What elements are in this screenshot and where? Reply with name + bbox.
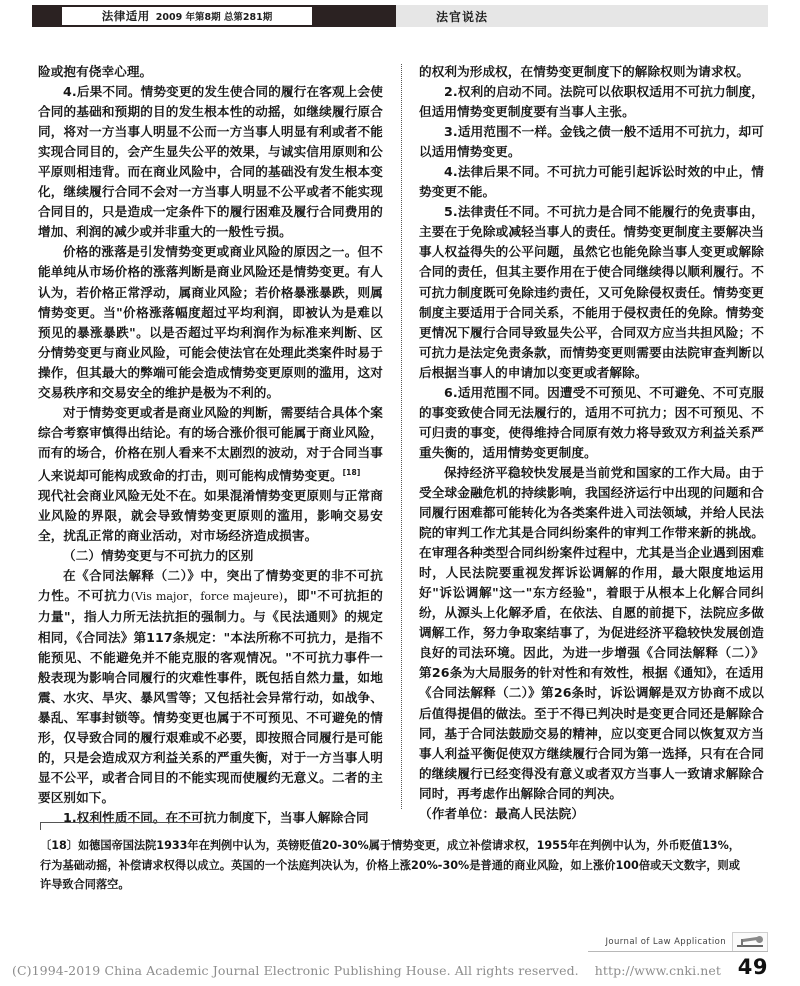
section-title: 法官说法 — [436, 9, 489, 24]
paragraph: 4.法律后果不同。不可抗力可能引起诉讼时效的中止，情势变更不能。 — [419, 164, 764, 200]
paragraph: 4.后果不同。情势变更的发生使合同的履行在客观上会使合同的基础和预期的目的发生根本性的动摇，如继续履行原合同，将对一方当事人明显不公而一方当事人明显有利或者不能实现合同目的，会产生显失公平的效果，与诚实信用原则和公平原则相违背。而在商业风险中，合同的基础没有发生根本变化，继续履行合同不会对一方当事人明显不公平或者不能实现合同目的，只是造成一定条件下的履行困难及履行合同费用的增加、利润的减少或并非重大的一般性亏损。 — [38, 84, 383, 240]
paragraph — [38, 403, 383, 486]
paragraph-text-cont: ，即"不可抗拒的力量"，指人力所无法抗拒的强制力。与《民法通则》的规定相同，《合同法》第117条规定："本法所称不可抗力，是指不能预见、不能避免并不能克服的客观情况。"不可抗力事件一般表现为影响合同履行的灾难性事件，既包括自然力量，如地震、水灾、旱灾、暴风雪等；又包括社会异常行动，如战争、暴乱、军事封锁等。情势变更也属于不可预见、不可避免的情形，仅导致合同的履行艰难或不必要，即按照合同履行是可能的，只是会造成双方利益关系的严重失衡，对于一方当事人明显不公平，或者合同目的不能实现而使履约无意义。二者的主要区别如下。 — [38, 588, 383, 805]
footer-rule — [588, 951, 768, 952]
watermark-url: http://www.cnki.net — [594, 963, 722, 978]
left-column — [38, 62, 383, 828]
journal-brand — [606, 932, 769, 952]
footnote-separator — [40, 822, 200, 830]
latin-term: (Vis major，force majeure) — [130, 590, 284, 604]
footnote-block — [40, 822, 760, 895]
brand-label: Journal of Law Application — [605, 937, 726, 947]
paragraph: 价格的涨落是引发情势变更或商业风险的原因之一。但不能单纯从市场价格的涨落判断是商业风险还是情势变更。有人认为，若价格正常浮动，属商业风险；若价格暴涨暴跌，则属情势变更。当"价格涨落幅度超过平均利润，即被认为是难以预见的暴涨暴跌"。以是否超过平均利润作为标准来判断、区分情势变更与商业风险，可能会使法官在处理此类案件时易于操作，但其最大的弊端可能会造成情势变更原则的滥用，这对交易秩序和交易安全的维护是极为不利的。 — [38, 244, 383, 400]
page-header — [32, 5, 768, 27]
column-divider — [401, 64, 402, 809]
journal-issue: 2009 年第8期 总第281期 — [155, 12, 273, 23]
paragraph-text: 在《合同法解释（二）》中，突出了情势变更的非不可抗力性。不可抗力 — [38, 568, 383, 604]
footnote-text: 〔18〕如德国帝国法院1933年在判例中认为，英镑贬值20-30%属于情势变更，成立补偿请求权，1955年在判例中认为，外币贬值13%，行为基础动摇，补偿请求权得以成立。英国的一个法庭判决认为，价格上涨20%-30%是普通的商业风险，如上涨价100倍或天文数字，则或许导致合同落空。 — [40, 839, 740, 891]
header-section-band — [396, 5, 768, 27]
watermark-text: (C)1994-2019 China Academic Journal Electronic Publishing House. All rights reserved. — [12, 963, 579, 978]
header-journal-plate — [62, 7, 312, 25]
subsection-heading: （二）情势变更与不可抗力的区别 — [63, 548, 254, 564]
journal-logo-icon — [732, 932, 768, 952]
paragraph-text: 对于情势变更或者是商业风险的判断，需要结合具体个案综合考察审慎得出结论。有的场合涨价很可能属于商业风险，而有的场合，价格在别人看来不太剧烈的波动，对于合同当事人来说却可能构成致命的打击，则可能构成情势变更。 — [38, 404, 383, 484]
paragraph: 保持经济平稳较快发展是当前党和国家的工作大局。由于受全球金融危机的持续影响，我国经济运行中出现的问题和合同履行困难都可能转化为各类案件进入司法领域，并给人民法院的审判工作尤其是合同纠纷案件的审判工作带来新的挑战。在审理各种类型合同纠纷案件过程中，尤其是当企业遇到困难时，人民法院要重视发挥诉讼调解的作用，最大限度地运用好"诉讼调解"这一"东方经验"，着眼于从根本上化解合同纠纷，从源头上化解矛盾，在依法、自愿的前提下，法院应多做调解工作，努力争取案结事了，为促进经济平稳较快发展创造良好的司法环境。因此，为进一步增强《合同法解释（二）》第26条为大局服务的针对性和有效性，根据《通知》，在适用《合同法解释（二）》第26条时，诉讼调解是双方协商不成以后值得提倡的做法。至于不得已判决时是变更合同还是解除合同，基于合同法鼓励交易的精神，应以变更合同以恢复双方当事人利益平衡促使双方继续履行合同为第一选择，只有在合同的继续履行已经变得没有意义或者双方当事人一致请求解除合同时，再考虑作出解除合同的判决。 — [419, 464, 764, 801]
author-affiliation: （作者单位：最高人民法院） — [419, 805, 585, 821]
article-body — [38, 62, 764, 825]
paragraph: 现代社会商业风险无处不在。如果混淆情势变更原则与正常商业风险的界限，就会导致情势变更原则的滥用，影响交易安全，扰乱正常的商业活动，对市场经济造成损害。 — [38, 488, 383, 544]
paragraph: 的权利为形成权，在情势变更制度下的解除权则为请求权。 — [419, 64, 750, 79]
paragraph: 6.适用范围不同。因遭受不可预见、不可避免、不可克服的事变致使合同无法履行的，适用不可抗力；因不可预见、不可归责的事变，使得维持合同原有效力将导致双方利益关系严重失衡的，适用情势变更制度。 — [419, 384, 764, 460]
journal-title: 法律适用 — [101, 9, 150, 23]
right-column — [419, 62, 764, 824]
paragraph: 3.适用范围不一样。金钱之债一般不适用不可抗力，却可以适用情势变更。 — [419, 124, 764, 160]
page-number: 49 — [737, 955, 768, 979]
paragraph: 5.法律责任不同。不可抗力是合同不能履行的免责事由，主要在于免除或减轻当事人的责任。情势变更制度主要解决当事人权益得失的公平问题，虽然它也能免除当事人变更或解除合同的责任，但其主要作用在于使合同继续得以顺利履行。不可抗力制度既可免除违约责任，又可免除侵权责任。情势变更制度主要适用于合同关系，不能用于侵权责任的免除。情势变更情况下履行合同导致显失公平，合同双方应当共担风险；不可抗力是法定免责条款，而情势变更则需要由法院审查判断以后根据当事人的申请加以变更或者解除。 — [419, 204, 764, 380]
copyright-watermark — [12, 963, 721, 978]
paragraph: 1.权利性质不同。在不可抗力制度下，当事人解除合同 — [63, 809, 369, 825]
paragraph: 险或抱有侥幸心理。 — [38, 64, 153, 79]
paragraph — [38, 566, 383, 808]
footnote-reference: [18] — [342, 467, 361, 477]
paragraph: 2.权利的启动不同。法院可以依职权适用不可抗力制度，但适用情势变更制度要有当事人主张。 — [419, 84, 764, 120]
